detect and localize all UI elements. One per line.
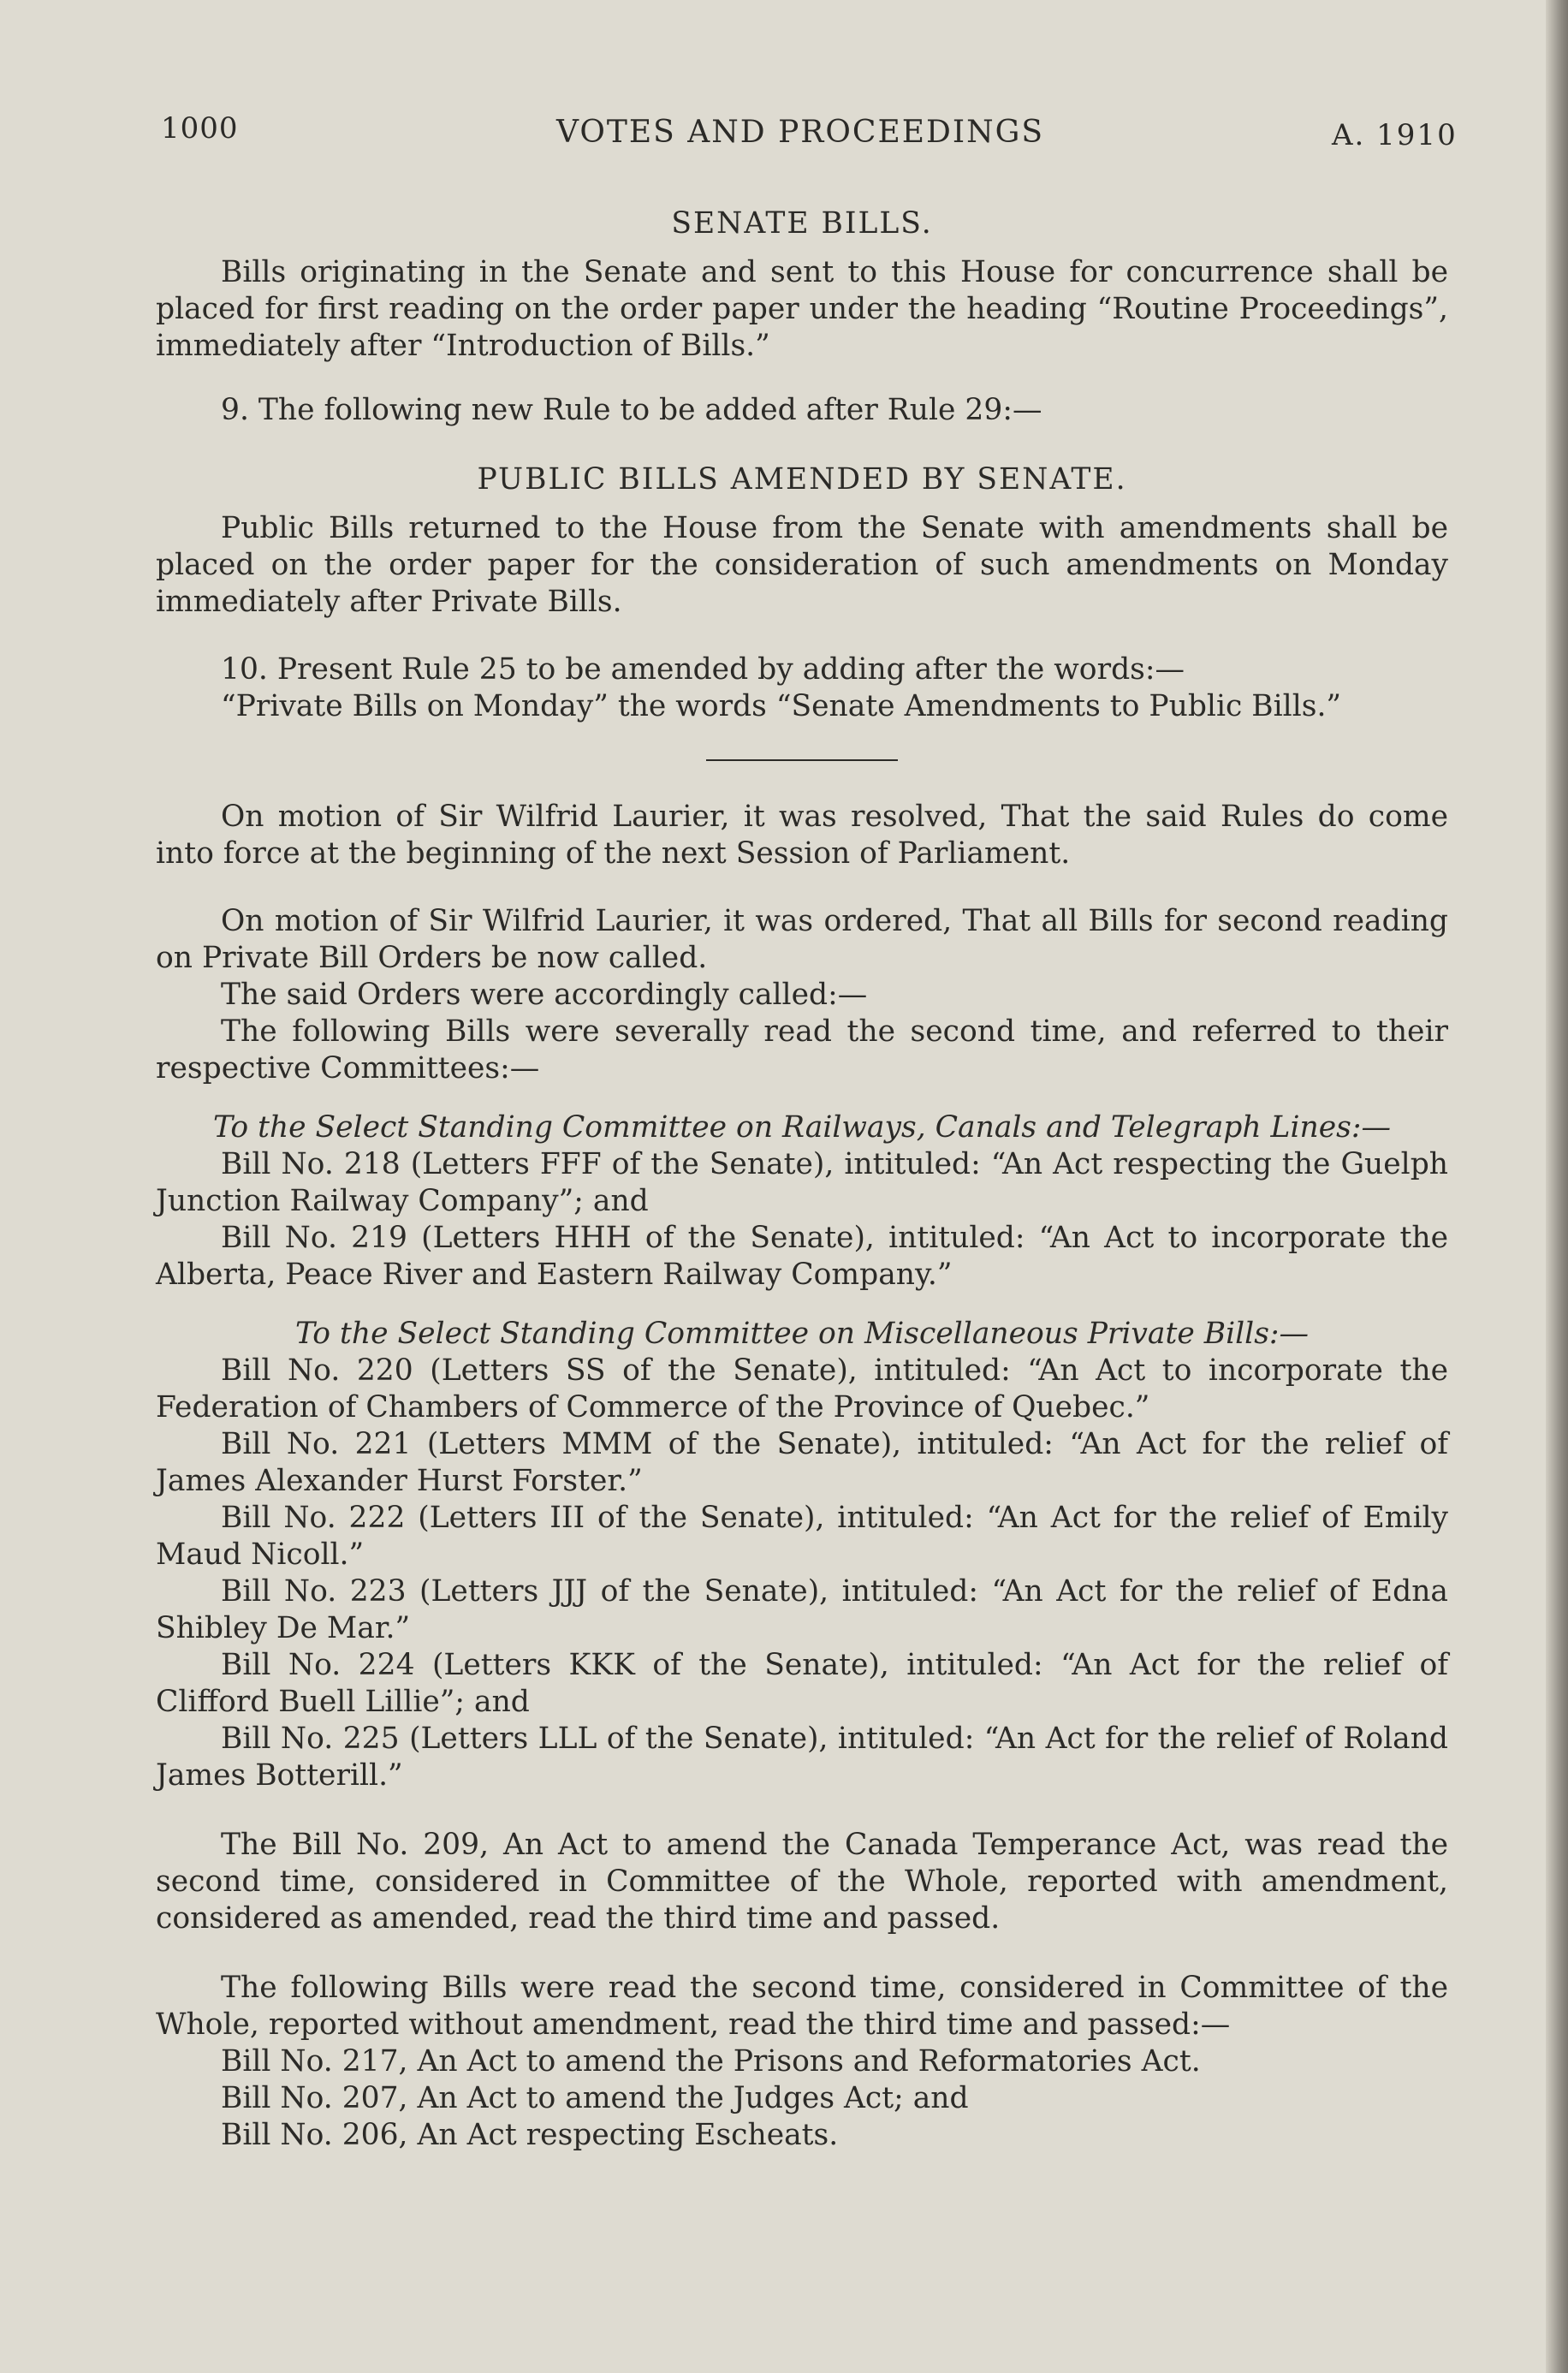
passed-bills-intro: The following Bills were read the second time, considered in Committee of the Whole, reported without amendment, read the third time and passed:— <box>156 1971 1448 2042</box>
rule-10-line-2: “Private Bills on Monday” the words “Senate Amendments to Public Bills.” <box>221 689 1342 723</box>
page-body <box>156 205 1448 2154</box>
page-binding-shadow <box>1546 0 1568 2373</box>
railways-committee-heading: To the Select Standing Committee on Railways, Canals and Telegraph Lines:— <box>213 1110 1391 1145</box>
bill-222-entry: Bill No. 222 (Letters III of the Senate), intituled: “An Act for the relief of Emily Maud Nicoll.” <box>156 1501 1448 1572</box>
running-title: VOTES AND PROCEEDINGS <box>556 115 1045 150</box>
rule-10-line-1: 10. Present Rule 25 to be amended by adding after the words:— <box>221 652 1185 687</box>
orders-called-text: The said Orders were accordingly called:— <box>221 978 868 1012</box>
public-bills-heading: PUBLIC BILLS AMENDED BY SENATE. <box>477 462 1127 497</box>
motion-ordered-text: On motion of Sir Wilfrid Laurier, it was ordered, That all Bills for second reading on Private Bill Orders be now called. <box>156 904 1448 975</box>
bill-224-entry: Bill No. 224 (Letters KKK of the Senate), intituled: “An Act for the relief of Clifford Buell Lillie”; and <box>156 1648 1448 1719</box>
section-divider <box>706 759 898 761</box>
page-header <box>0 0 1568 171</box>
bill-221-entry: Bill No. 221 (Letters MMM of the Senate), intituled: “An Act for the relief of James Alexander Hurst Forster.” <box>156 1427 1448 1498</box>
bill-220-entry: Bill No. 220 (Letters SS of the Senate), intituled: “An Act to incorporate the Federation of Chambers of Commerce of the Province of Quebec.” <box>156 1353 1448 1424</box>
motion-resolved-text: On motion of Sir Wilfrid Laurier, it was resolved, That the said Rules do come into force at the beginning of the next Session of Parliament. <box>156 800 1448 871</box>
bill-207-entry: Bill No. 207, An Act to amend the Judges Act; and <box>221 2081 969 2115</box>
rule-9-text: 9. The following new Rule to be added after Rule 29:— <box>221 393 1042 427</box>
public-bills-text: Public Bills returned to the House from the Senate with amendments shall be placed on the order paper for the consideration of such amendments on Monday immediately after Private Bills. <box>156 511 1448 619</box>
senate-bills-text: Bills originating in the Senate and sent to this House for concurrence shall be placed for first reading on the order paper under the heading “Routine Proceedings”, immediately after “Introduction of Bills.” <box>156 255 1448 363</box>
bills-referred-text: The following Bills were severally read the second time, and referred to their respective Committees:— <box>156 1014 1448 1085</box>
bill-206-entry: Bill No. 206, An Act respecting Escheats. <box>221 2118 839 2152</box>
bill-217-entry: Bill No. 217, An Act to amend the Prisons and Reformatories Act. <box>221 2044 1201 2079</box>
bill-225-entry: Bill No. 225 (Letters LLL of the Senate), intituled: “An Act for the relief of Roland James Botterill.” <box>156 1722 1448 1793</box>
bill-219-entry: Bill No. 219 (Letters HHH of the Senate), intituled: “An Act to incorporate the Alberta, Peace River and Eastern Railway Company.” <box>156 1221 1448 1292</box>
session-year: A. 1910 <box>1332 118 1458 152</box>
bill-209-text: The Bill No. 209, An Act to amend the Canada Temperance Act, was read the second time, considered in Committee of the Whole, reported with amendment, considered as amended, read the third time and passed. <box>156 1828 1448 1936</box>
misc-committee-heading: To the Select Standing Committee on Miscellaneous Private Bills:— <box>294 1317 1310 1351</box>
bill-223-entry: Bill No. 223 (Letters JJJ of the Senate), intituled: “An Act for the relief of Edna Shibley De Mar.” <box>156 1574 1448 1645</box>
page-number: 1000 <box>161 111 239 146</box>
bill-218-entry: Bill No. 218 (Letters FFF of the Senate), intituled: “An Act respecting the Guelph Junction Railway Company”; and <box>156 1147 1448 1218</box>
senate-bills-heading: SENATE BILLS. <box>671 206 933 241</box>
